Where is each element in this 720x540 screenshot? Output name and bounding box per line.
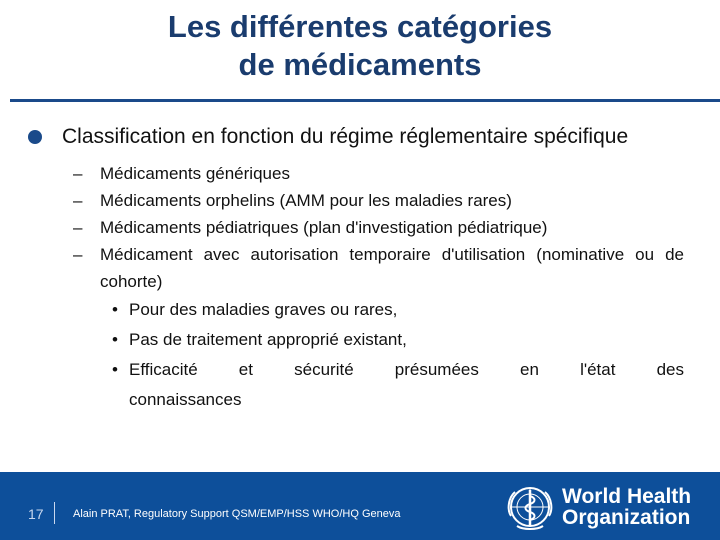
sub-sub-item-text: Pour des maladies graves ou rares, xyxy=(129,300,398,319)
sub-sub-item-efficacy-continuation xyxy=(28,385,684,415)
sub-item-text: Médicaments génériques xyxy=(100,164,290,183)
title-line-2: de médicaments xyxy=(238,47,482,82)
dash-icon: – xyxy=(73,218,83,237)
sub-item-temporary-authorization xyxy=(28,241,684,295)
page-number: 17 xyxy=(28,506,44,522)
dash-icon: – xyxy=(73,245,83,264)
who-logo-text xyxy=(562,486,691,528)
slide-title xyxy=(0,8,720,84)
sub-sub-item-efficacy xyxy=(28,355,684,385)
sub-sub-item-text: Pas de traitement approprié existant, xyxy=(129,330,407,349)
footer-author: Alain PRAT, Regulatory Support QSM/EMP/HSS WHO/HQ Geneva xyxy=(73,508,401,520)
bullet-dot-icon xyxy=(28,130,42,144)
who-emblem-icon xyxy=(505,482,555,532)
bullet-icon: • xyxy=(112,300,118,319)
main-bullet-text: Classification en fonction du régime réglementaire spécifique xyxy=(62,125,629,148)
bullet-icon: • xyxy=(112,330,118,349)
dash-icon: – xyxy=(73,191,83,210)
slide-content xyxy=(28,122,684,415)
org-line-1: World Health xyxy=(562,485,692,508)
sub-sub-item-serious-diseases xyxy=(28,295,684,325)
sub-item-text: Médicaments pédiatriques (plan d'investigation pédiatrique) xyxy=(100,218,548,237)
sub-item-generics xyxy=(28,160,684,187)
org-line-2: Organization xyxy=(562,506,691,529)
sub-sub-item-no-treatment xyxy=(28,325,684,355)
title-divider xyxy=(10,99,720,102)
efficacy-line-2: connaissances xyxy=(129,390,242,409)
slide-footer xyxy=(0,472,720,540)
sub-item-pediatric xyxy=(28,214,684,241)
sub-item-list xyxy=(28,160,684,415)
title-line-1: Les différentes catégories xyxy=(167,9,553,44)
sub-item-text: Médicament avec autorisation temporaire d'utilisation (nominative ou de cohorte) xyxy=(100,245,684,291)
bullet-icon: • xyxy=(112,360,118,379)
sub-item-text: Médicaments orphelins (AMM pour les maladies rares) xyxy=(100,191,512,210)
main-bullet xyxy=(28,122,684,152)
sub-item-orphans xyxy=(28,187,684,214)
dash-icon: – xyxy=(73,164,83,183)
page-number-divider xyxy=(54,502,55,524)
efficacy-line-1: Efficacité et sécurité présumées en l'état des xyxy=(129,360,684,379)
